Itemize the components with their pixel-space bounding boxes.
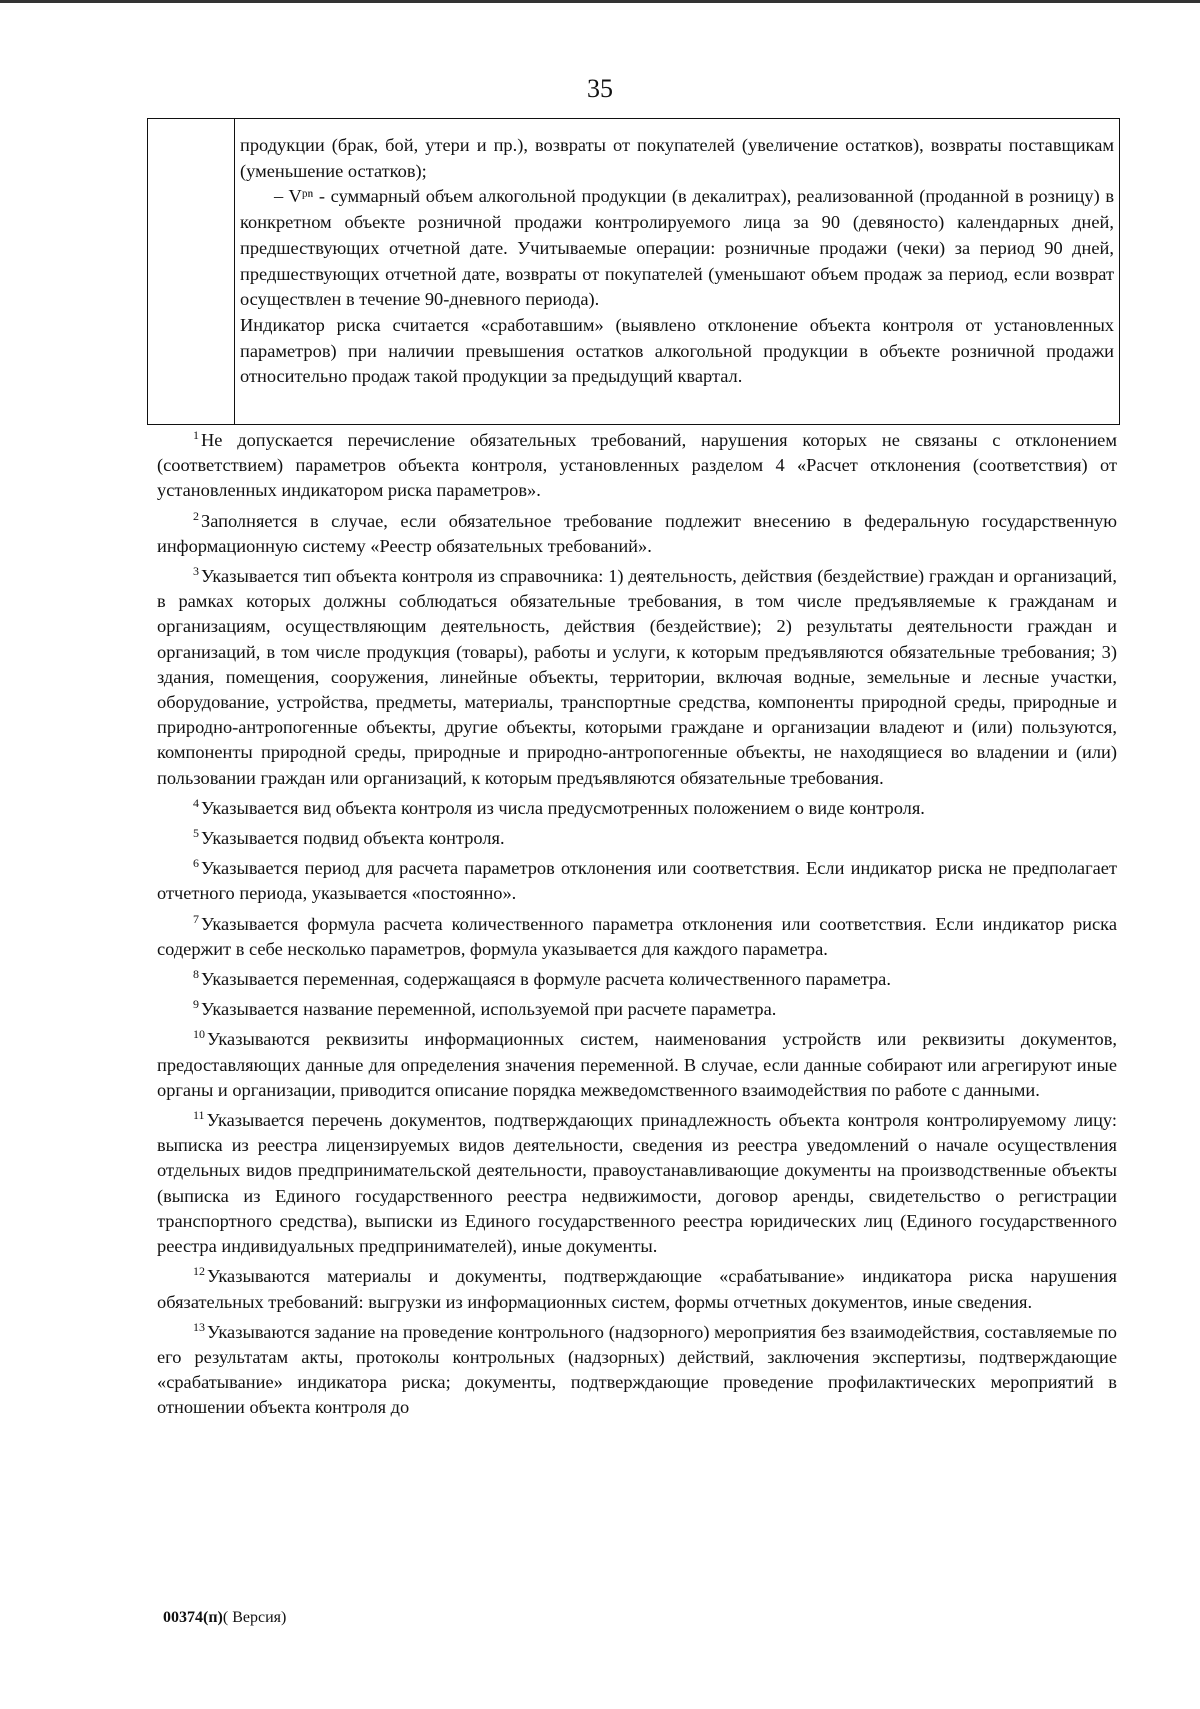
footnote — [157, 1108, 1117, 1259]
table-line: – Vᵖⁿ - суммарный объем алкогольной продукции (в декалитрах), реализованной (проданной в розницу) в конкретном объекте розничной продажи контролируемого лица за 90 (девяносто) календарных дней, предшествующих отчетной дате. Учитываемые операции: розничные продажи (чеки) за период 90 дней, предшествующих отчетной дате, возвраты от покупателей (уменьшают объем продаж за период, если возврат осуществлен в течение 90-дневного периода). — [240, 186, 1114, 310]
document-code-number: 00374(п) — [163, 1609, 223, 1626]
footnote — [157, 826, 1117, 851]
table-line: продукции (брак, бой, утери и пр.), возвраты от покупателей (увеличение остатков), возвраты поставщикам (уменьшение остатков); — [240, 135, 1114, 181]
footnote-text: Указываются материалы и документы, подтверждающие «срабатывание» индикатора риска нарушения обязательных требований: выгрузки из информационных систем, формы отчетных документов, иные сведения. — [157, 1266, 1117, 1312]
table-cell — [240, 133, 1114, 390]
document-code — [163, 1609, 286, 1627]
footnote-number: 6 — [193, 856, 199, 871]
footnote — [157, 912, 1117, 962]
footnote-number: 12 — [193, 1264, 205, 1279]
footnote-text: Заполняется в случае, если обязательное требование подлежит внесению в федеральную государственную информационную систему «Реестр обязательных требований». — [157, 510, 1117, 556]
footnote — [157, 796, 1117, 821]
footnote — [157, 856, 1117, 906]
footnote — [157, 1264, 1117, 1314]
footnote-number: 2 — [193, 508, 199, 523]
footnote-text: Указывается название переменной, используемой при расчете параметра. — [201, 999, 777, 1020]
footnote — [157, 1027, 1117, 1103]
footnote-text: Указывается подвид объекта контроля. — [201, 828, 505, 849]
footnote-number: 9 — [193, 997, 199, 1012]
scan-top-edge — [0, 0, 1200, 3]
footnote-number: 13 — [193, 1319, 205, 1334]
footnote-number: 1 — [193, 428, 199, 442]
footnote — [157, 967, 1117, 992]
footnote-number: 11 — [193, 1108, 205, 1123]
footnote-number: 5 — [193, 826, 199, 841]
footnote-number: 7 — [193, 911, 199, 926]
footnote-text: Не допускается перечисление обязательных требований, нарушения которых не связаны с отклонением (соответствием) параметров объекта контроля, установленных разделом 4 «Расчет отклонения (соответствия) от установленных индикатором риска параметров». — [157, 430, 1117, 501]
footnote-text: Указывается период для расчета параметров отклонения или соответствия. Если индикатор риска не предполагает отчетного периода, указывается «постоянно». — [157, 858, 1117, 904]
footnote — [157, 509, 1117, 559]
table-column-divider — [234, 118, 235, 425]
footnote-number: 3 — [193, 564, 199, 579]
footnote-text: Указывается перечень документов, подтверждающих принадлежность объекта контроля контролируемому лицу: выписка из реестра лицензируемых видов деятельности, сведения из реестра уведомлений о начале осуществления отдельных видов предпринимательской деятельности, правоустанавливающие документы на производственные объекты (выписка из Единого государственного реестра недвижимости, договор аренды, свидетельство о регистрации транспортного средства), выписки из Единого государственного реестра юридических лиц (Единого государственного реестра индивидуальных предпринимателей), иные документы. — [157, 1110, 1117, 1257]
footnote-text: Указывается вид объекта контроля из числа предусмотренных положением о виде контроля. — [201, 797, 925, 818]
footnote-number: 10 — [193, 1027, 205, 1042]
footnotes — [157, 428, 1117, 1426]
document-code-version: ( Версия) — [222, 1609, 287, 1626]
footnote-number: 4 — [193, 795, 199, 810]
footnote — [157, 997, 1117, 1022]
footnote — [157, 564, 1117, 791]
footnote-number: 8 — [193, 967, 199, 982]
table-line: Индикатор риска считается «сработавшим» (выявлено отклонение объекта контроля от установленных параметров) при наличии превышения остатков алкогольной продукции в объекте розничной продажи относительно продаж такой продукции за предыдущий квартал. — [240, 314, 1114, 387]
footnote — [157, 1320, 1117, 1421]
footnote — [157, 428, 1117, 504]
footnote-text: Указывается тип объекта контроля из справочника: 1) деятельность, действия (бездействие) граждан и организаций, в рамках которых должны соблюдаться обязательные требования, в том числе предъявляемые к гражданам и организациям, осуществляющим деятельность, действия (бездействие); 2) результаты деятельности граждан и организаций, в том числе продукция (товары), работы и услуги, к которым предъявляются обязательные требования; 3) здания, помещения, сооружения, линейные объекты, территории, включая водные, земельные и лесные участки, оборудование, устройства, предметы, материалы, транспортные средства, компоненты природной среды, природные и природно-антропогенные объекты, другие объекты, которыми граждане и организации владеют и (или) пользуются, компоненты природной среды, природные и природно-антропогенные объекты, не находящиеся во владении и (или) пользовании граждан или организаций, к которым предъявляются обязательные требования. — [157, 566, 1117, 788]
footnote-text: Указывается переменная, содержащаяся в формуле расчета количественного параметра. — [201, 969, 891, 990]
footnote-text: Указывается формула расчета количественного параметра отклонения или соответствия. Если индикатор риска содержит в себе несколько параметров, формула указывается для каждого параметра. — [157, 913, 1117, 959]
page-number: 35 — [587, 74, 613, 103]
footnote-text: Указываются реквизиты информационных систем, наименования устройств или реквизиты документов, предоставляющих данные для определения значения переменной. В случае, если данные собирают или агрегируют иные органы и организации, приводится описание порядка межведомственного взаимодействия по работе с данными. — [157, 1029, 1117, 1100]
footnote-text: Указываются задание на проведение контрольного (надзорного) мероприятия без взаимодействия, составляемые по его результатам акты, протоколы контрольных (надзорных) действий, заключения экспертизы, подтверждающие «срабатывание» индикатора риска; документы, подтверждающие проведение профилактических мероприятий в отношении объекта контроля до — [157, 1321, 1117, 1418]
